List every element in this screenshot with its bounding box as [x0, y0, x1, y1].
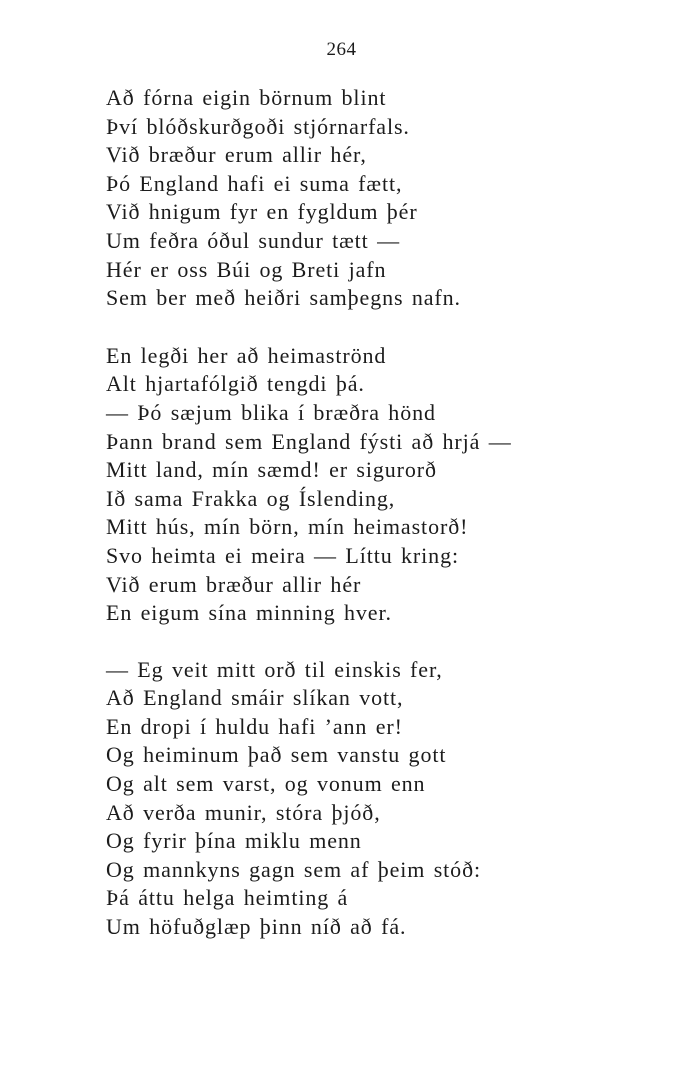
poem-line: Að England smáir slíkan vott,: [106, 685, 404, 711]
poem-line: Og heiminum það sem vanstu gott: [106, 742, 447, 768]
poem-line: Við erum bræður allir hér: [106, 571, 362, 597]
poem-line: Þann brand sem England fýsti að hrjá —: [106, 428, 512, 454]
poem-line: Hér er oss Búi og Breti jafn: [106, 256, 387, 282]
stanza-3: [106, 656, 576, 942]
poem-line: En dropi í huldu hafi ’ann er!: [106, 713, 403, 739]
poem-line: Að verða munir, stóra þjóð,: [106, 799, 381, 825]
poem: [106, 84, 576, 971]
stanza-2: [106, 342, 576, 628]
poem-line: Við hnigum fyr en fygldum þér: [106, 199, 418, 225]
poem-line: En eigum sína minning hver.: [106, 600, 392, 626]
poem-line: Um höfuðglæp þinn níð að fá.: [106, 914, 407, 940]
stanza-1: [106, 84, 576, 313]
poem-line: Að fórna eigin börnum blint: [106, 85, 387, 110]
poem-line: Ið sama Frakka og Íslending,: [106, 485, 396, 511]
poem-line: Og alt sem varst, og vonum enn: [106, 771, 426, 797]
poem-line: Og fyrir þína miklu menn: [106, 828, 362, 854]
poem-line: Þó England hafi ei suma fætt,: [106, 170, 403, 196]
poem-line: — Þó sæjum blika í bræðra hönd: [106, 399, 436, 425]
poem-line: Við bræður erum allir hér,: [106, 142, 367, 168]
poem-line: Mitt land, mín sæmd! er sigurorð: [106, 457, 437, 483]
poem-line: Um feðra óðul sundur tætt —: [106, 227, 400, 253]
poem-line: Þá áttu helga heimting á: [106, 885, 349, 911]
page-number: 264: [326, 39, 357, 60]
poem-line: — Eg veit mitt orð til einskis fer,: [106, 656, 443, 682]
poem-line: En legði her að heimaströnd: [106, 342, 387, 368]
poem-line: Því blóðskurðgoði stjórnarfals.: [106, 113, 410, 139]
poem-line: Svo heimta ei meira — Líttu kring:: [106, 542, 459, 568]
poem-line: Mitt hús, mín börn, mín heimastorð!: [106, 514, 469, 540]
poem-line: Sem ber með heiðri samþegns nafn.: [106, 285, 461, 311]
poem-line: Og mannkyns gagn sem af þeim stóð:: [106, 856, 481, 882]
poem-line: Alt hjartafólgið tengdi þá.: [106, 371, 365, 397]
